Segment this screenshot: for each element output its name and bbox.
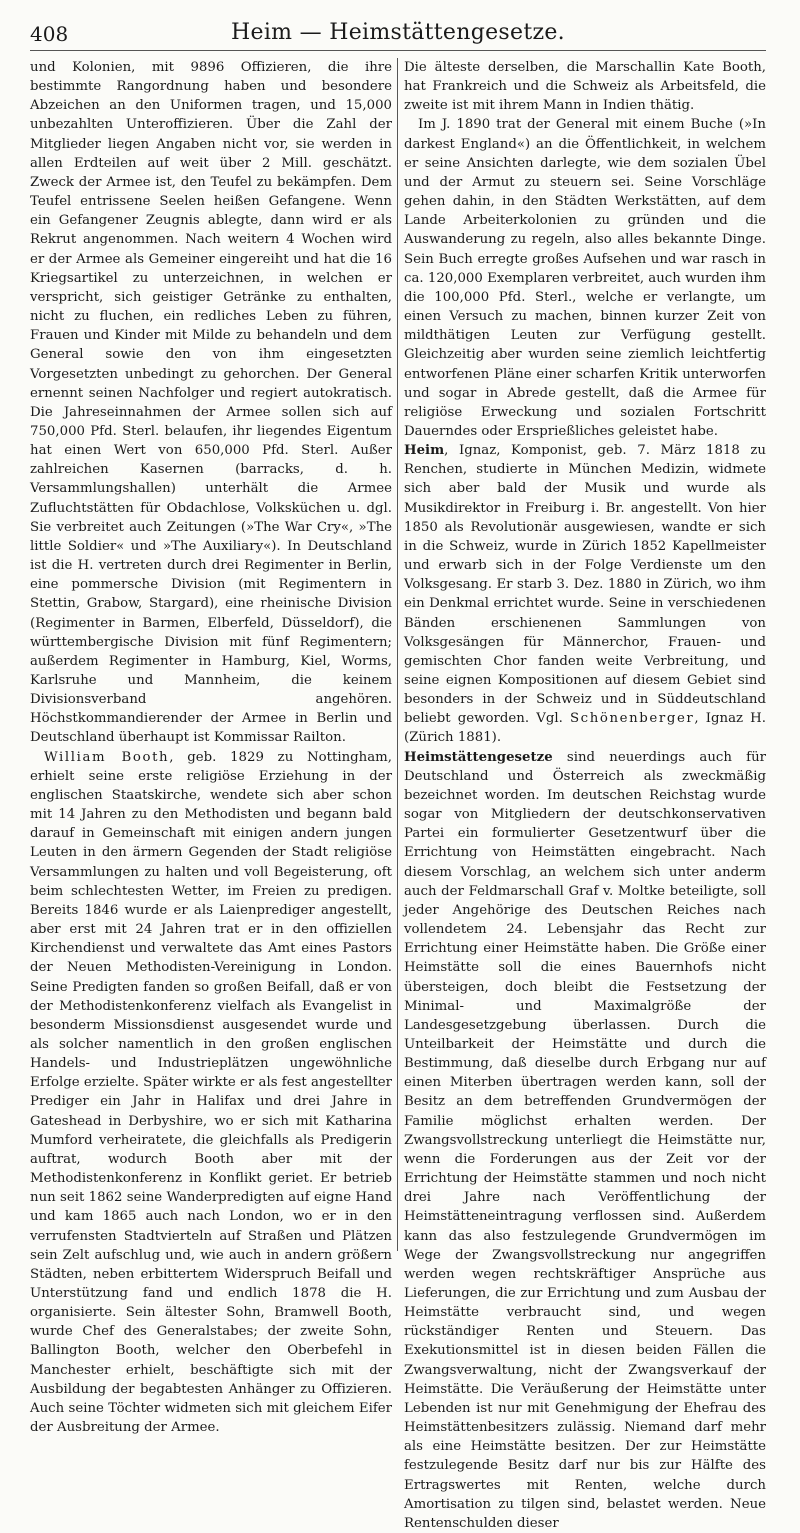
entry-heim-text-a: , Ignaz, Komponist, geb. 7. März 1818 zu Renchen, studierte in München Medizin, widmete sich aber bald der Musik und wurde als Musikdirektor in Freiburg i. Br. angestellt. Von hier 1850 als Revolutionär ausgewiesen, wandte er sich in die Schweiz, wurde in Zürich 1852 Kapellmeister und erwarb sich in der Folge Verdienste um den Volksgesang. Er starb 3. Dez. 1880 in Zürich, wo ihm ein Denkmal errichtet wurde. Seine in verschiedenen Bänden erschienenen Sammlungen von Volksgesängen für Männerchor, Frauen- und gemischten Chor fanden weite Verbreitung, und seine eignen Kompositionen auf diesem Gebiet sind besonders in der Schweiz und in Süddeutschland beliebt geworden. Vgl. — [404, 443, 766, 727]
entry-heimstaettengesetze-text: sind neuerdings auch für Deutschland und Österreich als zweckmäßig bezeichnet worden. Im deutschen Reichstag wurde sogar von Mitgliedern der deutschkonservativen Partei ein formulierter Gesetzentwurf über die Errichtung von Heimstätten eingebracht. Nach diesem Vorschlag, an welchem sich unter anderm auch der Feldmarschall Graf v. Moltke beteiligte, soll jeder Angehörige des Deutschen Reiches nach vollendetem 24. Lebensjahr das Recht zur Errichtung einer Heimstätte haben. Die Größe einer Heimstätte soll die eines Bauernhofs nicht übersteigen, doch bleibt die Festsetzung der Minimal- und Maximalgröße der Landesgesetzgebung überlassen. Durch die Unteilbarkeit der Heimstätte und durch die Bestimmung, daß dieselbe durch Erbgang nur auf einen Miterben übertragen werden kann, soll der Besitz an dem betreffenden Grundvermögen der Familie möglichst erhalten werden. Der Zwangsvollstreckung unterliegt die Heimstätte nur, wenn die Forderungen aus der Zeit vor der Errichtung der Heimstätte stammen und noch nicht drei Jahre nach Veröffentlichung der Heimstätteneintragung verflossen sind. Außerdem kann das also festzulegende Grundvermögen im Wege der Zwangsvollstreckung nur angegriffen werden wegen rechtskräftiger Ansprüche aus Lieferungen, die zur Errichtung und zum Ausbau der Heimstätte verbraucht sind, und wegen rückständiger Renten und Steuern. Das Exekutionsmittel ist in diesen beiden Fällen die Zwangsverwaltung, nicht der Zwangsverkauf der Heimstätte. Die Veräußerung der Heimstätte unter Lebenden ist nur mit Genehmigung der Ehefrau des Heimstättenbesitzers zulässig. Niemand darf mehr als eine Heimstätte besitzen. Der zur Heimstätte festzulegende Besitz darf nur bis zur Hälfte des Ertragswertes mit Renten, welche durch Amortisation zu tilgen sind, belastet werden. Neue Rentenschulden dieser — [404, 749, 766, 1531]
booth-paragraph — [30, 748, 392, 1438]
booth-text: , geb. 1829 zu Nottingham, erhielt seine erste religiöse Erziehung in der englischen Staatskirche, wendete sich aber schon mit 14 Jahren zu den Methodisten und begann bald darauf in Gemeinschaft mit einigen andern jungen Leuten in den ärmern Gegenden der Stadt religiöse Versammlungen zu halten und voll Begeisterung, oft beim schlechtesten Wetter, im Freien zu predigen. Bereits 1846 wurde er als Laienprediger angestellt, aber erst mit 24 Jahren trat er in den offiziellen Kirchendienst und verwaltete das Amt eines Pastors der Neuen Methodisten-Vereinigung in London. Seine Predigten fanden so großen Beifall, daß er von der Methodistenkonferenz vielfach als Evangelist in besonderm Missionsdienst ausgesendet wurde und als solcher namentlich in den großen englischen Handels- und Industrieplätzen ungewöhnliche Erfolge erzielte. Später wirkte er als fest angestellter Prediger ein Jahr in Halifax und drei Jahre in Gateshead in Derbyshire, wo er sich mit Katharina Mumford verheiratete, die gleichfalls als Predigerin auftrat, wodurch Booth aber mit der Methodistenkonferenz in Konflikt geriet. Er betrieb nun seit 1862 seine Wanderpredigten auf eigne Hand und kam 1865 auch nach London, wo er in den verrufensten Stadtvierteln auf Straßen und Plätzen sein Zelt aufschlug und, wie auch in andern größern Städten, neben erbittertem Widerspruch Beifall und Unterstützung fand und endlich 1878 die H. organisierte. Sein ältester Sohn, Bramwell Booth, wurde Chef des Generalstabes; der zweite Sohn, Ballington Booth, welcher den Oberbefehl in Manchester erhielt, beschäftigte sich mit der Ausbildung der begabtesten Anhänger zu Offizieren. Auch seine Töchter widmeten sich mit gleichem Eifer der Ausbreitung der Armee. — [30, 749, 392, 1436]
entry-heim-headword: Heim — [404, 443, 445, 459]
booth-daughters-paragraph: Die älteste derselben, die Marschallin Kate Booth, hat Frankreich und die Schweiz als Arbeitsfeld, die zweite ist mit ihrem Mann in Indien thätig. — [404, 60, 766, 114]
entry-heim-text-b: , Ignaz H. (Zürich 1881). — [404, 711, 766, 746]
text-columns — [30, 58, 766, 1531]
heilsarmee-continuation: und Kolonien, mit 9896 Offizieren, die ihre bestimmte Rangordnung haben und besondere Abzeichen an den Uniformen tragen, und 15,000 unbezahlten Unteroffizieren. Über die Zahl der Mitglieder liegen Angaben nicht vor, sie werden in allen Erdteilen auf weit über 2 Mill. geschätzt. Zweck der Armee ist, den Teufel zu bekämpfen. Dem Teufel entrissene Seelen heißen Gefangene. Wenn ein Gefangener Zeugnis ablegte, dann wird er als Rekrut angenommen. Nach weitern 4 Wochen wird er der Armee als Gemeiner eingereiht und hat die 16 Kriegsartikel zu unterzeichnen, in welchen er verspricht, sich geistiger Getränke zu enthalten, nicht zu fluchen, ein redliches Leben zu führen, Frauen und Kinder mit Milde zu behandeln und dem General sowie den von ihm eingesetzten Vorgesetzten unbedingt zu gehorchen. Der General ernennt seinen Nachfolger und regiert autokratisch. Die Jahreseinnahmen der Armee sollen sich auf 750,000 Pfd. Sterl. belaufen, ihr liegendes Eigentum hat einen Wert von 650,000 Pfd. Sterl. Außer zahlreichen Kasernen (barracks, d. h. Versammlungshallen) unterhält die Armee Zufluchtstätten für Obdachlose, Volksküchen u. dgl. Sie verbreitet auch Zeitungen (»The War Cry«, »The little Soldier« und »The Auxiliary«). In Deutschland ist die H. vertreten durch drei Regimenter in Berlin, eine pommersche Division (mit Regimentern in Stettin, Grabow, Stargard), eine rheinische Division (Regimenter in Barmen, Elberfeld, Düsseldorf), die württembergische Division mit fünf Regimentern; außerdem Regimenter in Hamburg, Kiel, Worms, Karlsruhe und Mannheim, die keinem Divisionsverband angehören. Höchstkommandierender der Armee in Berlin und Deutschland überhaupt ist Kommissar Railton. — [30, 60, 392, 746]
darkest-england-paragraph: Im J. 1890 trat der General mit einem Buche (»In darkest England«) an die Öffentlichkeit, in welchem er seine Ansichten darlegte, wie dem sozialen Übel und der Armut zu steuern sei. Seine Vorschläge gehen dahin, in den Städten Werkstätten, auf dem Lande Arbeiterkolonien zu gründen und die Auswanderung zu regeln, also alles bekannte Dinge. Sein Buch erregte großes Aufsehen und war rasch in ca. 120,000 Exemplaren verbreitet, auch wurden ihm die 100,000 Pfd. Sterl., welche er verlangte, um einen Versuch zu machen, binnen kurzer Zeit von mildthätigen Leuten zur Verfügung gestellt. Gleichzeitig aber wurden seine ziemlich leichtfertig entworfenen Pläne einer scharfen Kritik unterworfen und sogar in Abrede gestellt, daß die Armee für religiöse Erweckung und sozialen Fortschritt Dauerndes oder Ersprießliches geleistet habe. — [404, 117, 766, 439]
page-header — [30, 18, 766, 51]
entry-heimstaettengesetze-headword: Heimstättengesetze — [404, 749, 553, 765]
entry-heim — [404, 441, 766, 748]
entry-heimstaettengesetze — [404, 748, 766, 1533]
page-number: 408 — [30, 22, 69, 46]
column-divider — [397, 58, 398, 1251]
booth-name: William Booth — [44, 749, 170, 765]
entry-heim-reference: Schönenberger — [569, 711, 695, 727]
running-title: Heim — Heimstättengesetze. — [231, 20, 565, 45]
right-column — [404, 58, 766, 1531]
left-column — [30, 58, 392, 1436]
